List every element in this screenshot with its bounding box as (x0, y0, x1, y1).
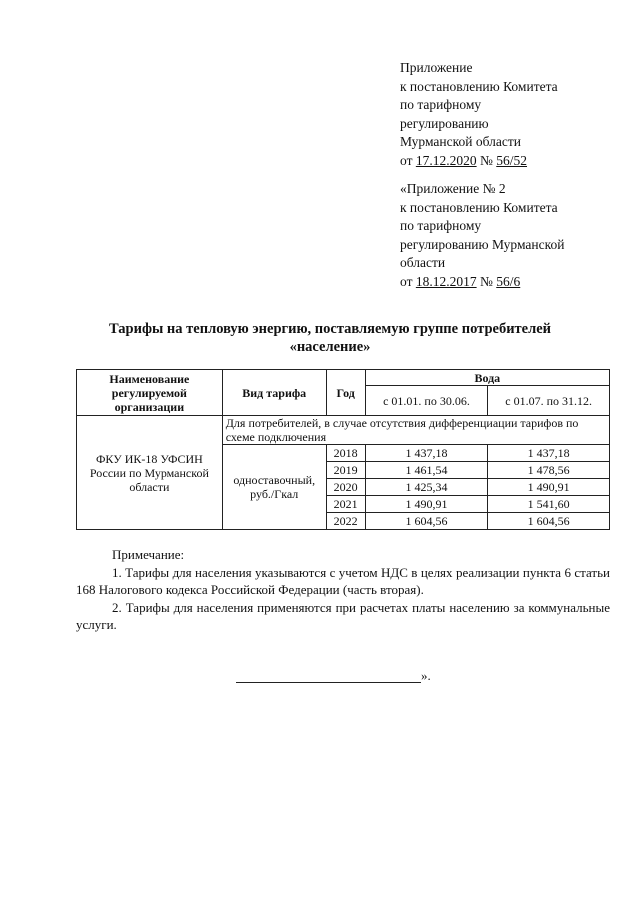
header-period-1: с 01.01. по 30.06. (365, 386, 488, 416)
appendix-line: регулированию (400, 115, 489, 131)
appendix-line: по тарифному (400, 97, 482, 112)
appendix-date-line (400, 273, 564, 292)
tariff-table (76, 369, 610, 530)
appendix-line: области (400, 255, 446, 270)
appendix-line: регулированию Мурманской (400, 236, 565, 252)
header-tariff-type: Вид тарифа (222, 370, 326, 416)
header-year: Год (326, 370, 365, 416)
header-org: Наименование регулируемой организации (77, 370, 223, 416)
year-cell: 2019 (326, 462, 365, 479)
date-prefix: от (400, 152, 416, 168)
consumers-note: Для потребителей, в случае отсутствия дифференциации тарифов по схеме подключения (222, 416, 609, 445)
year-cell: 2022 (326, 513, 365, 530)
title-line-2: «население» (289, 339, 371, 355)
value-cell: 1 490,91 (488, 479, 610, 496)
value-cell: 1 425,34 (365, 479, 488, 496)
value-cell: 1 437,18 (365, 445, 488, 462)
appendix-date: 18.12.2017 (415, 273, 477, 289)
appendix-date-line (400, 152, 558, 171)
value-cell: 1 541,60 (488, 496, 610, 513)
year-cell: 2021 (326, 496, 365, 513)
year-cell: 2018 (326, 445, 365, 462)
appendix-header-current (400, 59, 558, 170)
table-row (77, 416, 610, 445)
value-cell: 1 490,91 (365, 496, 488, 513)
appendix-date: 17.12.2020 (415, 152, 477, 168)
date-prefix: от (400, 273, 416, 289)
appendix-header-original (400, 180, 564, 291)
number-prefix: № (476, 273, 497, 289)
appendix-line: к постановлению Комитета (400, 78, 558, 94)
number-prefix: № (476, 152, 497, 168)
org-name: ФКУ ИК-18 УФСИН России по Мурманской области (77, 416, 223, 530)
title-line-1: Тарифы на тепловую энергию, поставляемую группе потребителей (108, 321, 552, 337)
notes (76, 546, 610, 634)
value-cell: 1 478,56 (488, 462, 610, 479)
tariff-kind: одноставочный, руб./Гкал (222, 445, 326, 530)
table-header-row (77, 370, 610, 386)
value-cell: 1 604,56 (365, 513, 488, 530)
header-period-2: с 01.07. по 31.12. (488, 386, 610, 416)
note-item-1: 1. Тарифы для населения указываются с учетом НДС в целях реализации пункта 6 статьи 168 Налогового кодекса Российской Федерации (часть вторая). (76, 564, 610, 597)
appendix-line: к постановлению Комитета (400, 199, 558, 215)
appendix-line: Приложение (400, 60, 473, 75)
value-cell: 1 461,54 (365, 462, 488, 479)
notes-heading: Примечание: (112, 547, 185, 562)
document-title (70, 320, 590, 356)
value-cell: 1 437,18 (488, 445, 610, 462)
appendix-number: 56/52 (496, 152, 528, 168)
appendix-line: «Приложение № 2 (400, 181, 506, 196)
closing-line (236, 670, 421, 683)
header-water: Вода (365, 370, 609, 386)
value-cell: 1 604,56 (488, 513, 610, 530)
appendix-number: 56/6 (496, 273, 521, 289)
appendix-line: Мурманской области (400, 134, 521, 149)
year-cell: 2020 (326, 479, 365, 496)
closing-quote: ». (421, 668, 431, 683)
note-item-2: 2. Тарифы для населения применяются при расчетах платы населению за коммунальные услуги. (76, 599, 610, 632)
appendix-line: по тарифному (400, 218, 482, 233)
